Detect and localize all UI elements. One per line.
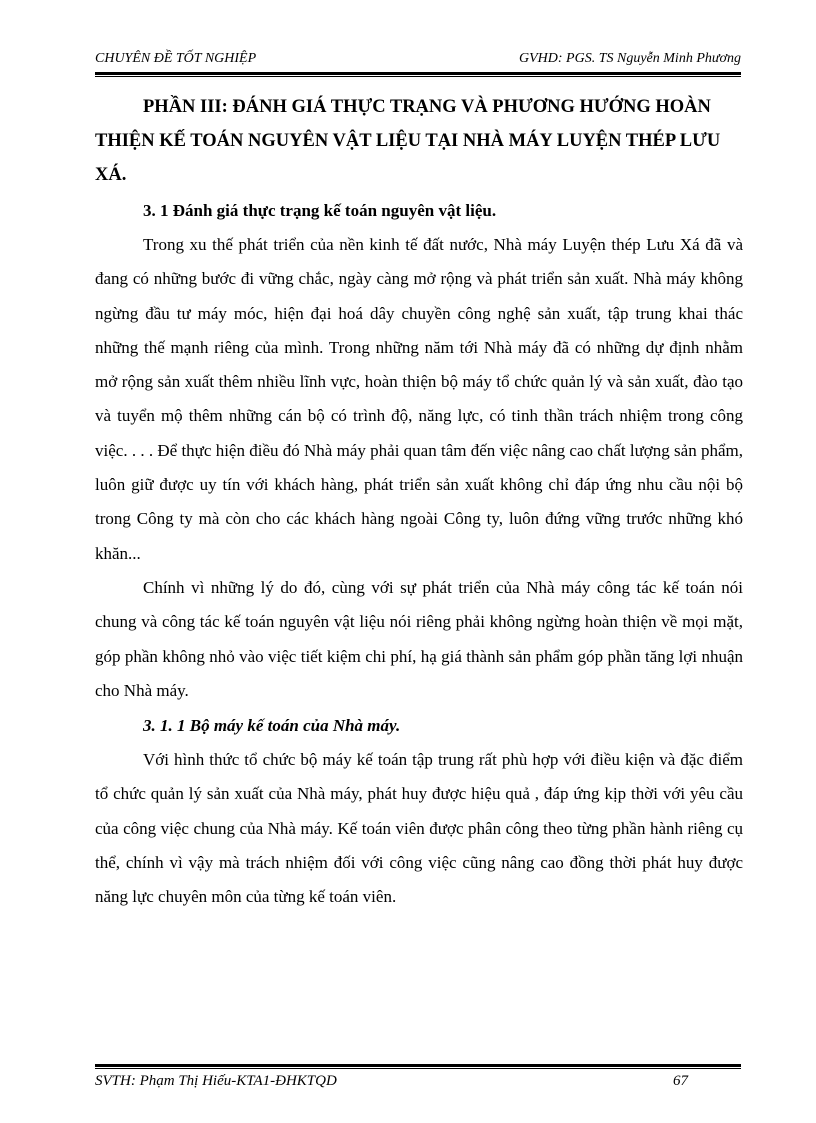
header-supervisor: GVHD: PGS. TS Nguyễn Minh Phương [519, 51, 741, 66]
subsection-title-3-1-1: 3. 1. 1 Bộ máy kế toán của Nhà máy. [143, 716, 401, 736]
section-title-3-1: 3. 1 Đánh giá thực trạng kế toán nguyên vật liệu. [143, 201, 497, 220]
document-body [95, 90, 743, 915]
header-divider [95, 72, 741, 77]
footer-student: SVTH: Phạm Thị Hiếu-KTA1-ĐHKTQD [95, 1073, 337, 1089]
page-number: 67 [673, 1073, 688, 1089]
header-thesis-label: CHUYÊN ĐỀ TỐT NGHIỆP [95, 51, 257, 66]
page-footer [95, 1073, 741, 1095]
paragraph: Trong xu thế phát triển của nền kinh tế đất nước, Nhà máy Luyện thép Lưu Xá đã và đang có những bước đi vững chắc, ngày càng mở rộng và phát triển sản xuất. Nhà máy không ngừng đầu tư máy móc, hiện đại hoá dây chuyền công nghệ sản xuất, tập trung khai thác những thế mạnh riêng của mình. Trong những năm tới Nhà máy đã có những dự định nhằm mở rộng sản xuất thêm nhiều lĩnh vực, hoàn thiện bộ máy tổ chức quản lý và sản xuất, đào tạo và tuyển mộ thêm những cán bộ có trình độ, năng lực, có tinh thần trách nhiệm trong công việc. . . . Để thực hiện điều đó Nhà máy phải quan tâm đến việc nâng cao chất lượng sản phẩm, luôn giữ được uy tín với khách hàng, phát triển sản xuất không chỉ đáp ứng nhu cầu nội bộ trong Công ty mà còn cho các khách hàng ngoài Công ty, luôn đứng vững trước những khó khăn... [95, 235, 743, 563]
part-title: PHẦN III: ĐÁNH GIÁ THỰC TRẠNG VÀ PHƯƠNG HƯỚNG HOÀN THIỆN KẾ TOÁN NGUYÊN VẬT LIỆU TẠI NHÀ MÁY LUYỆN THÉP LƯU XÁ. [95, 97, 721, 185]
footer-divider [95, 1064, 741, 1069]
paragraph: Với hình thức tổ chức bộ máy kế toán tập trung rất phù hợp với điều kiện và đặc điểm tổ chức quản lý sản xuất của Nhà máy, phát huy được hiệu quả , đáp ứng kịp thời với yêu cầu của công việc chung của Nhà máy. Kế toán viên được phân công theo từng phần hành riêng cụ thể, chính vì vậy mà trách nhiệm đối với công việc cũng nâng cao đồng thời phát huy được năng lực chuyên môn của từng kế toán viên. [95, 750, 743, 907]
paragraph: Chính vì những lý do đó, cùng với sự phát triển của Nhà máy công tác kế toán nói chung và công tác kế toán nguyên vật liệu nói riêng phải không ngừng hoàn thiện về mọi mặt, góp phần không nhỏ vào việc tiết kiệm chi phí, hạ giá thành sản phẩm góp phần tăng lợi nhuận cho Nhà máy. [95, 577, 743, 700]
page-header [95, 49, 741, 71]
